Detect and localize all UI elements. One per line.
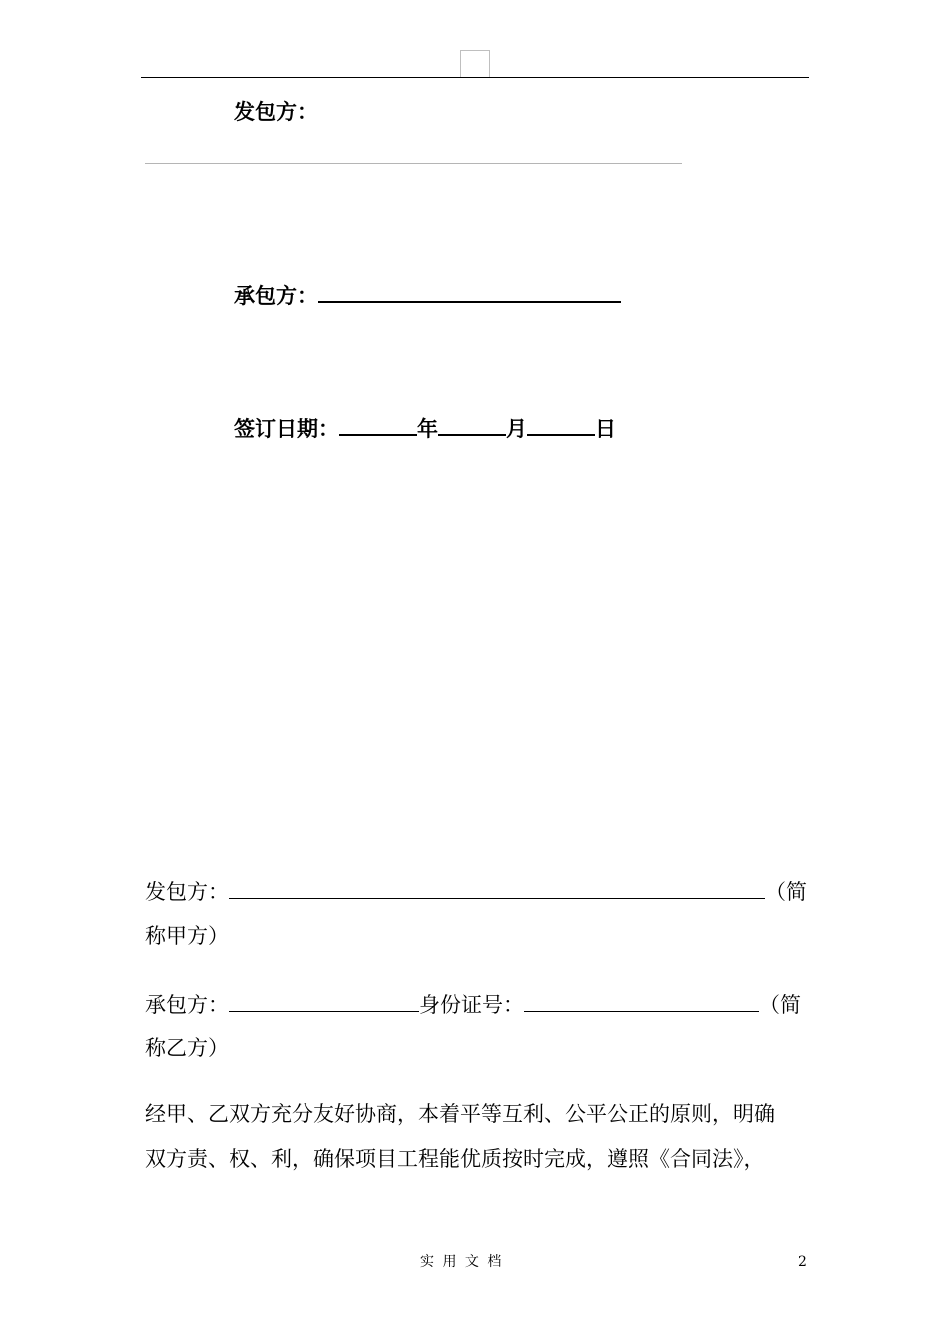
cover-party-a-label: 发包方： [234,99,318,124]
body-party-a-line [145,876,807,907]
cover-month-blank[interactable] [438,412,506,436]
body-party-b-cont: 称乙方） [145,1036,229,1060]
body-party-b-suffix: （简 [759,993,801,1017]
body-party-a-label: 发包方： [145,880,229,904]
body-paragraph-line-1: 经甲、乙双方充分友好协商，本着平等互利、公平公正的原则，明确 [145,1102,775,1126]
body-party-a-suffix: （简 [765,880,807,904]
cover-date-label: 签订日期： [234,416,339,441]
body-paragraph-line-2: 双方责、权、利，确保项目工程能优质按时完成，遵照《合同法》， [145,1147,765,1171]
body-id-label: 身份证号： [419,993,524,1017]
cover-party-b-label: 承包方： [234,283,318,308]
header-tab-box [460,50,490,78]
cover-party-b-blank[interactable] [318,279,621,303]
cover-year-blank[interactable] [339,412,417,436]
cover-year-label: 年 [417,416,438,441]
body-party-a-cont: 称甲方） [145,924,229,948]
cover-party-a-line [145,163,682,164]
body-party-b-label: 承包方： [145,993,229,1017]
body-party-b-blank[interactable] [229,989,419,1012]
cover-date [234,412,616,444]
cover-party-b [234,279,621,311]
header-rule [141,77,809,78]
cover-day-label: 日 [595,416,616,441]
page-number: 2 [798,1254,807,1270]
cover-day-blank[interactable] [527,412,595,436]
cover-month-label: 月 [506,416,527,441]
body-id-blank[interactable] [524,989,759,1012]
footer-label: 实 用 文 档 [420,1254,504,1270]
cover-party-a [234,97,318,127]
body-party-b-line [145,989,801,1020]
body-party-a-blank[interactable] [229,876,765,899]
